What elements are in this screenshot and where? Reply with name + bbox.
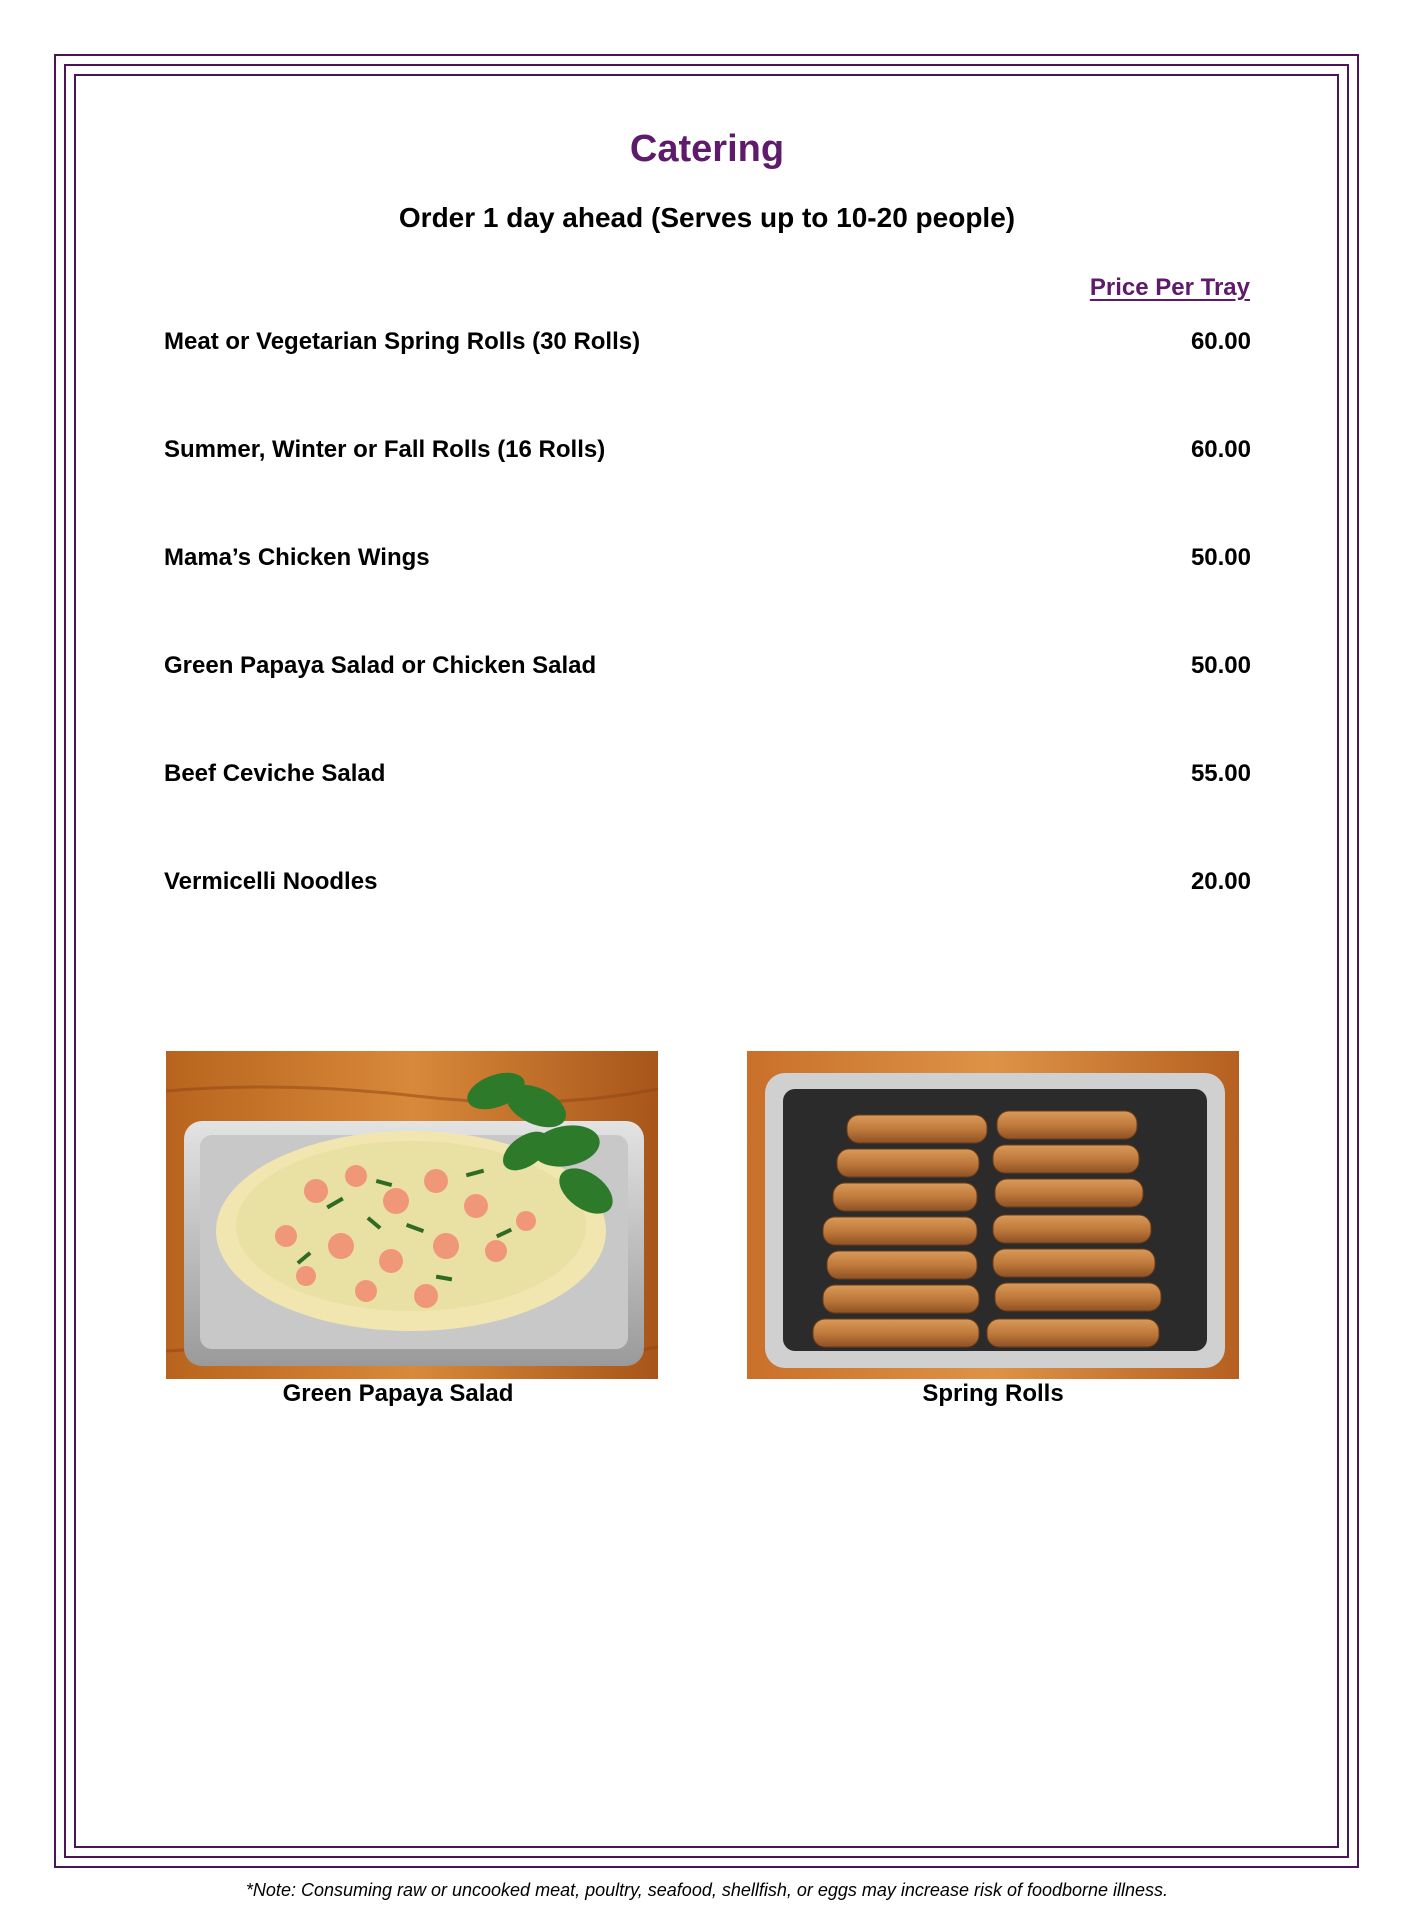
menu-item-name: Meat or Vegetarian Spring Rolls (30 Rolls) [164,328,641,355]
menu-item-price: 60.00 [1190,436,1251,463]
price-column-header: Price Per Tray [1089,274,1250,301]
menu-item-name: Mama’s Chicken Wings [164,544,430,571]
menu-list [164,328,1251,976]
photo-caption-green-papaya-salad: Green Papaya Salad [282,1380,514,1407]
menu-item-price: 50.00 [1190,652,1251,679]
menu-item-name: Green Papaya Salad or Chicken Salad [164,652,597,679]
menu-item-price: 55.00 [1190,760,1251,787]
menu-item-name: Vermicelli Noodles [164,868,378,895]
menu-item-name: Beef Ceviche Salad [164,760,386,787]
menu-item [164,652,1251,760]
menu-item-price: 50.00 [1190,544,1251,571]
spring-rolls-photo [747,1051,1239,1379]
menu-item [164,544,1251,652]
menu-item [164,328,1251,436]
menu-item [164,760,1251,868]
menu-item-price: 60.00 [1190,328,1251,355]
page-title: Catering [629,128,785,170]
menu-item [164,436,1251,544]
green-papaya-salad-photo [166,1051,658,1379]
menu-item [164,868,1251,976]
foodborne-illness-note: *Note: Consuming raw or uncooked meat, poultry, seafood, shellfish, or eggs may increase risk of foodborne illness. [245,1880,1169,1900]
menu-item-name: Summer, Winter or Fall Rolls (16 Rolls) [164,436,606,463]
photo-caption-spring-rolls: Spring Rolls [922,1380,1064,1407]
menu-item-price: 20.00 [1190,868,1251,895]
page-subtitle: Order 1 day ahead (Serves up to 10-20 people) [398,202,1016,233]
